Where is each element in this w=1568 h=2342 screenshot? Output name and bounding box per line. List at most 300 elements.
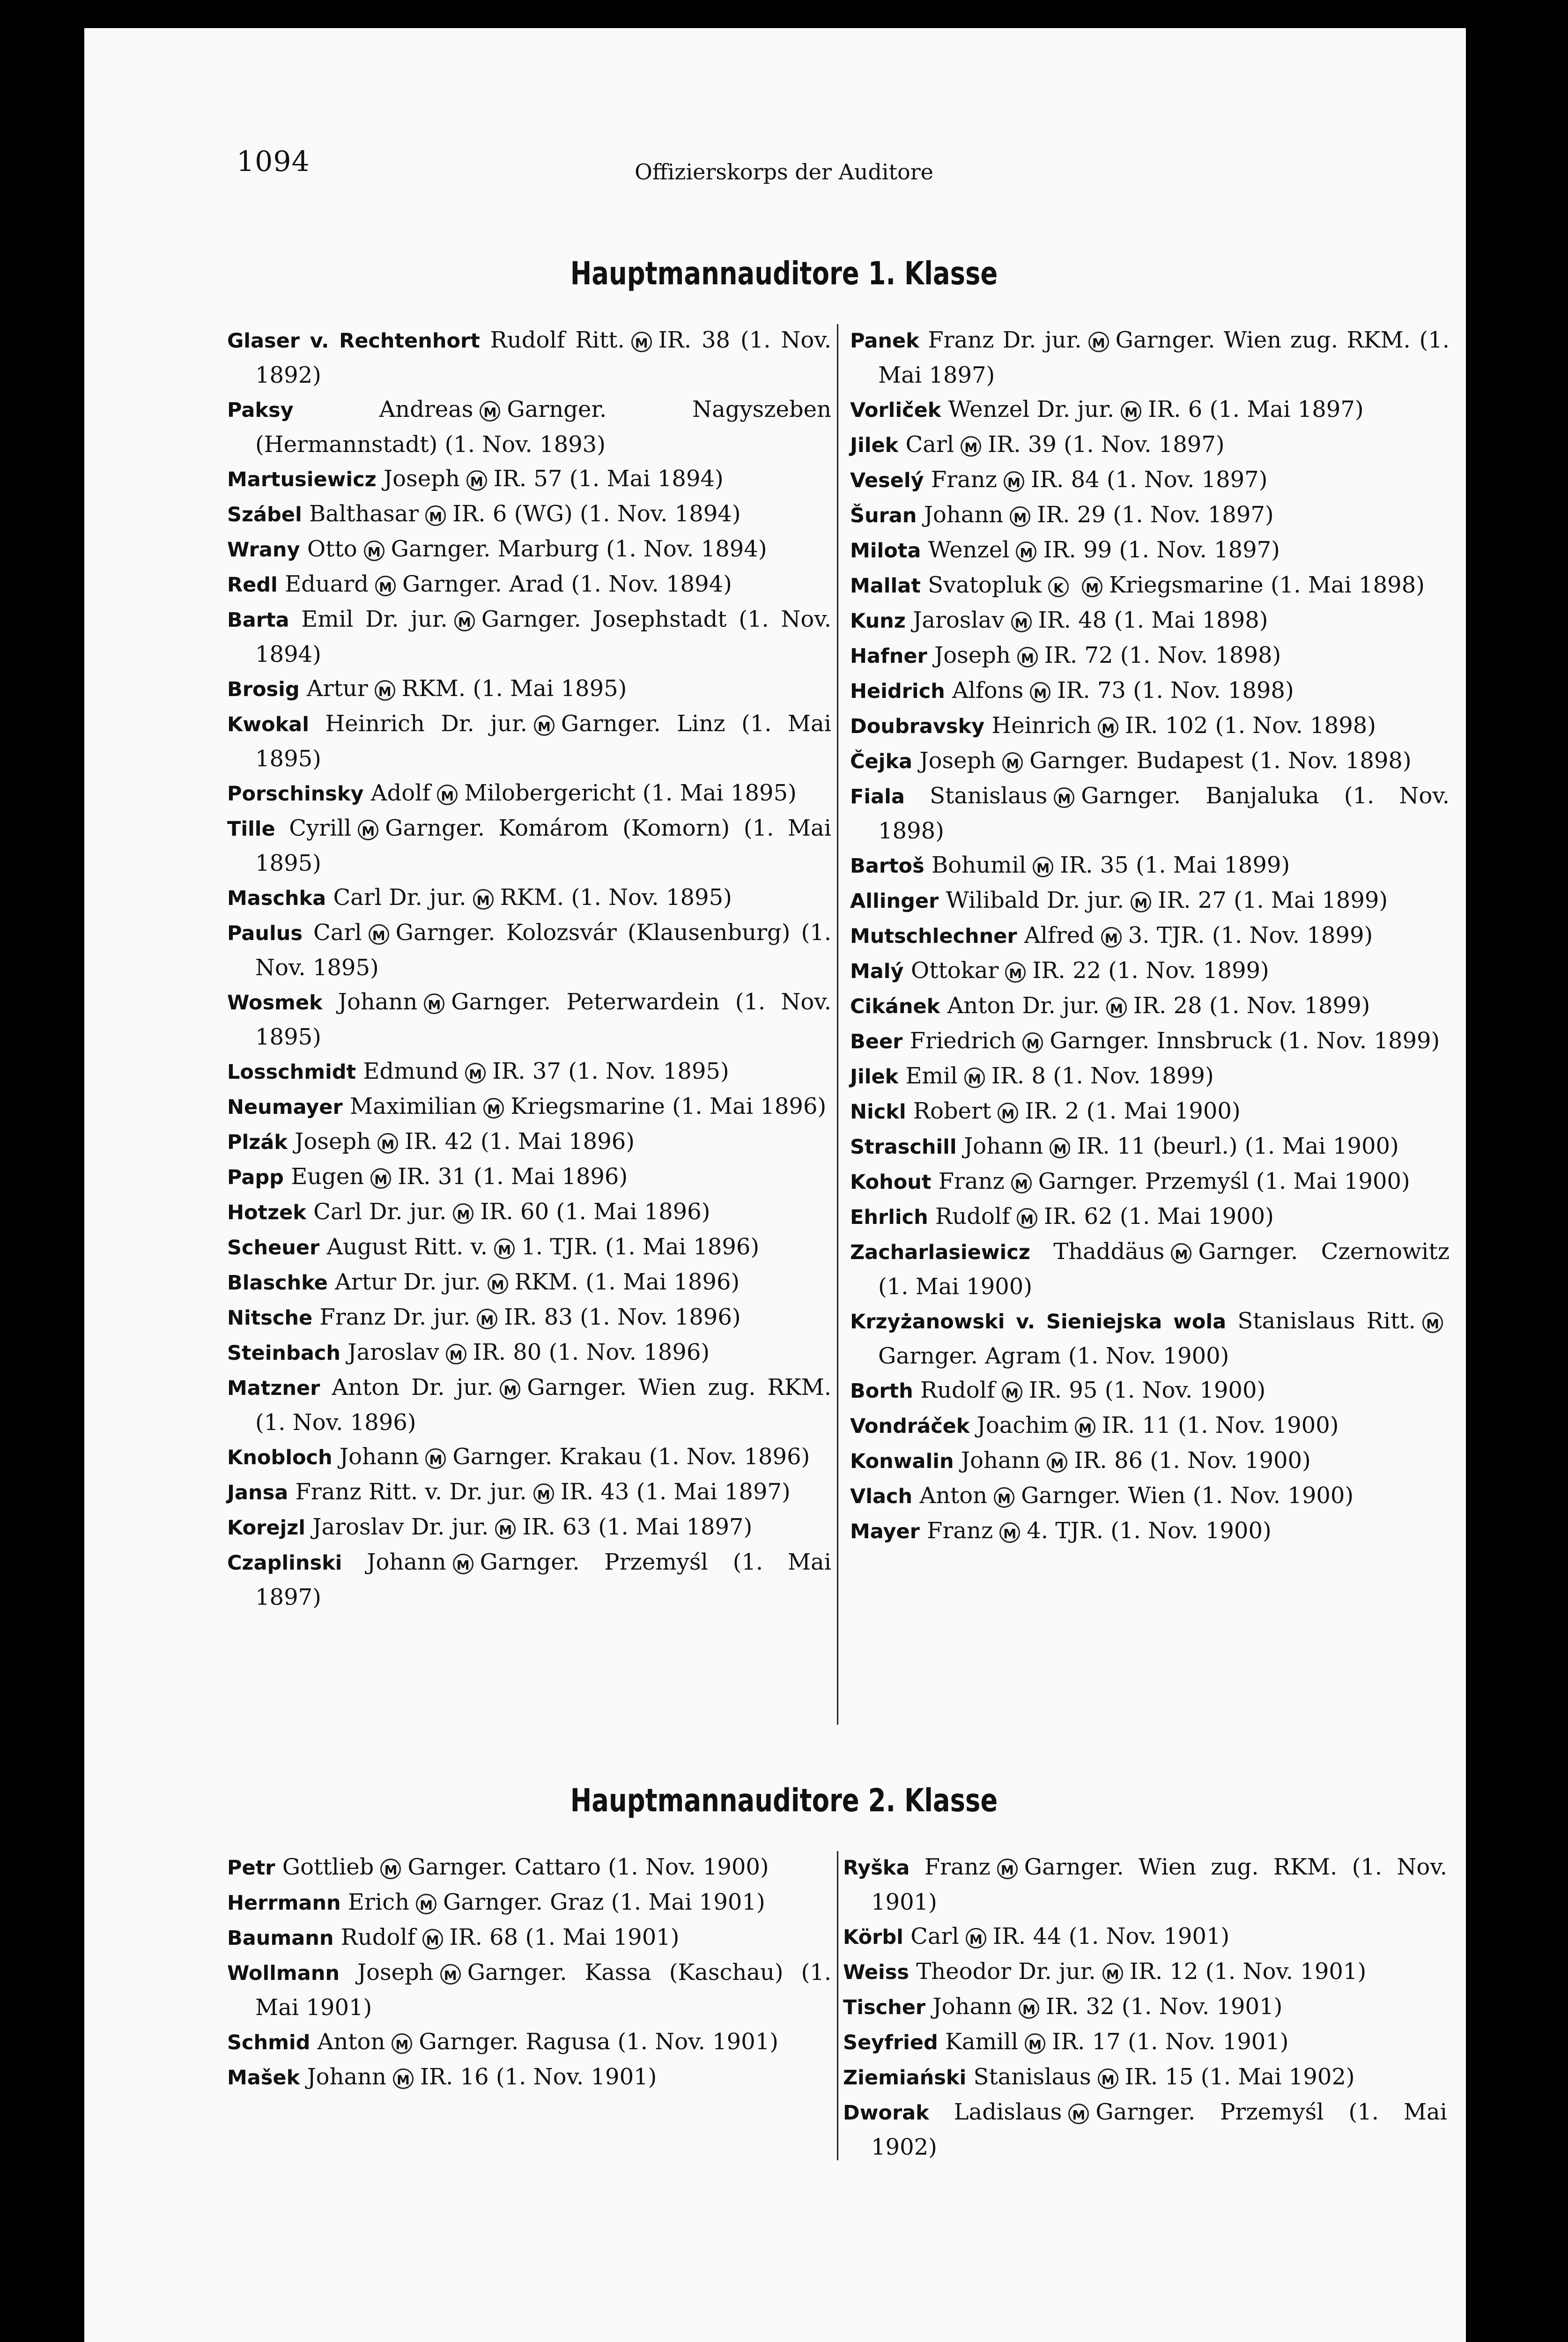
officer-given-name: Edmund [363, 1058, 459, 1084]
decoration-badge-icon: M [1016, 541, 1036, 562]
officer-surname: Kunz [850, 609, 906, 633]
officer-surname: Herrmann [227, 1891, 341, 1915]
assignment-and-date: Garnger. Banjaluka (1. Nov. 1898) [878, 783, 1450, 844]
roster-entry [227, 1335, 831, 1371]
officer-given-name: Eugen [291, 1164, 364, 1190]
officer-surname: Czaplinski [227, 1551, 342, 1575]
officer-given-name: Balthasar [309, 501, 419, 527]
decoration-badge-icon: M [377, 1133, 398, 1154]
decoration-badge-icon: M [393, 2068, 414, 2089]
officer-given-name: Eduard [285, 571, 369, 597]
roster-entry [850, 533, 1450, 568]
roster-entry [227, 2025, 831, 2060]
officer-surname: Glaser v. Rechtenhort [227, 329, 480, 353]
roster-entry [227, 1195, 831, 1230]
assignment-and-date: IR. 39 (1. Nov. 1897) [988, 431, 1225, 458]
roster-entry [850, 1514, 1450, 1549]
assignment-and-date: 3. TJR. (1. Nov. 1899) [1128, 922, 1373, 949]
officer-surname: Veselý [850, 469, 924, 492]
officer-given-name: Carl Dr. jur. [313, 1199, 447, 1225]
roster-entry [850, 989, 1450, 1024]
decoration-badge-icon: M [533, 1483, 554, 1504]
decoration-badge-icon: M [425, 505, 446, 526]
officer-surname: Kohout [850, 1171, 932, 1194]
officer-given-name: Joachim [976, 1412, 1069, 1438]
assignment-and-date: Garnger. Przemyśl (1. Mai 1902) [871, 2099, 1447, 2160]
decoration-badge-icon: M [1098, 2068, 1118, 2089]
decoration-badge-icon: M [961, 436, 981, 457]
roster-entry [850, 498, 1450, 533]
assignment-and-date: IR. 62 (1. Mai 1900) [1043, 1203, 1274, 1230]
roster-entry [850, 393, 1450, 428]
roster-entry [850, 603, 1450, 638]
officer-given-name: Joseph [934, 642, 1011, 668]
roster-entry [843, 2025, 1447, 2060]
decoration-badge-icon: M [364, 541, 385, 561]
roster-entry [850, 428, 1450, 463]
officer-surname: Blaschke [227, 1271, 328, 1295]
decoration-badge-icon: M [454, 611, 475, 631]
roster-entry [843, 1850, 1447, 1920]
roster-entry [850, 848, 1450, 883]
assignment-and-date: Garnger. Krakau (1. Nov. 1896) [452, 1444, 810, 1470]
officer-given-name: Franz Dr. jur. [928, 327, 1082, 353]
assignment-and-date: RKM. (1. Nov. 1895) [500, 884, 732, 911]
roster-entry [227, 602, 831, 672]
decoration-badge-icon: K [1048, 577, 1069, 597]
assignment-and-date: IR. 42 (1. Mai 1896) [405, 1128, 635, 1155]
assignment-and-date: IR. 44 (1. Nov. 1901) [992, 1923, 1230, 1949]
section-title-2: Hauptmannauditore 2. Klasse [570, 1782, 998, 1819]
officer-given-name: Jaroslav Dr. jur. [312, 1514, 489, 1540]
assignment-and-date: Garnger. Wien (1. Nov. 1900) [1021, 1482, 1354, 1509]
assignment-and-date: Garnger. Wien zug. RKM. (1. Nov. 1901) [871, 1854, 1447, 1915]
officer-given-name: Franz [938, 1168, 1005, 1194]
officer-given-name: Franz [927, 1518, 993, 1544]
officer-surname: Nickl [850, 1100, 906, 1124]
roster-entry [843, 1955, 1447, 1990]
decoration-badge-icon: M [1030, 682, 1050, 703]
officer-surname: Jilek [850, 434, 899, 457]
officer-given-name: Jaroslav [913, 607, 1005, 633]
officer-given-name: Johann [338, 989, 418, 1015]
officer-given-name: Joseph [295, 1128, 371, 1155]
officer-given-name: Johann [932, 1994, 1012, 2020]
officer-given-name: Anton Dr. jur. [332, 1374, 494, 1401]
assignment-and-date: IR. 6 (1. Mai 1897) [1148, 396, 1364, 422]
officer-given-name: Rudolf [340, 1924, 416, 1950]
decoration-badge-icon: M [1002, 752, 1023, 773]
decoration-badge-icon: M [1082, 577, 1102, 597]
assignment-and-date: Garnger. Komárom (Komorn) (1. Mai 1895) [255, 815, 831, 876]
roster-entry [850, 1059, 1450, 1094]
officer-given-name: Bohumil [931, 852, 1027, 878]
officer-surname: Matzner [227, 1377, 320, 1400]
officer-surname: Allinger [850, 889, 939, 913]
roster-entry [850, 1164, 1450, 1200]
decoration-badge-icon: M [1422, 1312, 1443, 1333]
assignment-and-date: Garnger. Przemyśl (1. Mai 1897) [255, 1549, 831, 1610]
officer-surname: Plzák [227, 1131, 288, 1154]
officer-given-name: Wenzel Dr. jur. [948, 396, 1115, 422]
decoration-badge-icon: M [1054, 787, 1074, 808]
decoration-badge-icon: M [453, 1554, 473, 1574]
officer-surname: Ryška [843, 1856, 910, 1880]
decoration-badge-icon: M [1010, 506, 1030, 527]
roster-entry [227, 1089, 831, 1125]
officer-surname: Mayer [850, 1520, 920, 1543]
roster-entry [227, 776, 831, 811]
officer-given-name: Robert [913, 1098, 991, 1124]
officer-given-name: Friedrich [910, 1028, 1016, 1054]
roster-entry [227, 1440, 831, 1475]
assignment-and-date: IR. 43 (1. Mai 1897) [560, 1479, 791, 1505]
decoration-badge-icon: M [1017, 1208, 1037, 1229]
assignment-and-date: Garnger. Wien zug. RKM. (1. Mai 1897) [878, 327, 1450, 388]
decoration-badge-icon: M [494, 1238, 515, 1259]
assignment-and-date: Garnger. Kassa (Kaschau) (1. Mai 1901) [255, 1959, 831, 2021]
officer-given-name: Joseph [357, 1959, 434, 1986]
officer-given-name: Adolf [370, 780, 431, 806]
assignment-and-date: IR. 12 (1. Nov. 1901) [1129, 1958, 1367, 1985]
officer-given-name: Artur [306, 675, 368, 702]
assignment-and-date: Garnger. Wien zug. RKM. (1. Nov. 1896) [255, 1374, 831, 1436]
roster-entry [227, 1510, 831, 1545]
officer-surname: Zacharlasiewicz [850, 1241, 1030, 1264]
officer-surname: Čejka [850, 750, 913, 773]
officer-given-name: Joseph [919, 748, 996, 774]
decoration-badge-icon: M [473, 889, 494, 910]
roster-entry [850, 638, 1450, 674]
decoration-badge-icon: M [500, 1379, 520, 1400]
decoration-badge-icon: M [1121, 401, 1141, 422]
officer-given-name: Stanislaus Ritt. [1237, 1308, 1416, 1334]
decoration-badge-icon: M [392, 2033, 412, 2054]
decoration-badge-icon: M [1106, 997, 1127, 1018]
roster-entry [227, 393, 831, 462]
roster-entry [850, 779, 1450, 848]
decoration-badge-icon: M [483, 1098, 504, 1119]
officer-surname: Malý [850, 960, 904, 983]
officer-given-name: Franz Ritt. v. Dr. jur. [295, 1479, 527, 1505]
officer-surname: Jilek [850, 1065, 899, 1089]
section-1-left-column [227, 323, 831, 1615]
officer-surname: Korejzl [227, 1516, 305, 1540]
decoration-badge-icon: M [369, 924, 389, 945]
assignment-and-date: Garnger. Peterwardein (1. Nov. 1895) [255, 989, 831, 1050]
assignment-and-date: IR. 102 (1. Nov. 1898) [1125, 712, 1376, 739]
assignment-and-date: Garnger. Arad (1. Nov. 1894) [402, 571, 732, 597]
assignment-and-date: Garnger. Agram (1. Nov. 1900) [878, 1343, 1229, 1369]
assignment-and-date: Kriegsmarine (1. Mai 1896) [510, 1093, 827, 1119]
assignment-and-date: Garnger. Czernowitz (1. Mai 1900) [878, 1238, 1450, 1300]
officer-given-name: Jaroslav [348, 1339, 439, 1365]
assignment-and-date: 1. TJR. (1. Mai 1896) [521, 1234, 760, 1260]
roster-entry [850, 1479, 1450, 1514]
decoration-badge-icon: M [466, 470, 487, 491]
decoration-badge-icon: M [1025, 2033, 1045, 2054]
officer-surname: Barta [227, 608, 289, 632]
assignment-and-date: IR. 28 (1. Nov. 1899) [1133, 993, 1370, 1019]
assignment-and-date: IR. 2 (1. Mai 1900) [1025, 1098, 1241, 1124]
decoration-badge-icon: M [1101, 927, 1122, 948]
officer-given-name: Erich [348, 1889, 410, 1915]
officer-surname: Szábel [227, 503, 302, 526]
assignment-and-date: IR. 73 (1. Nov. 1898) [1057, 677, 1294, 704]
decoration-badge-icon: M [1075, 1417, 1095, 1438]
officer-given-name: Ottokar [910, 957, 999, 984]
officer-given-name: Otto [307, 536, 357, 562]
decoration-badge-icon: M [997, 1859, 1018, 1879]
officer-given-name: Stanislaus [973, 2064, 1091, 2090]
roster-entry [227, 497, 831, 532]
officer-given-name: Franz Dr. jur. [319, 1304, 471, 1330]
roster-entry [227, 323, 831, 393]
assignment-and-date: IR. 38 (1. Nov. 1892) [255, 327, 831, 388]
assignment-and-date: RKM. (1. Mai 1896) [514, 1269, 740, 1295]
officer-given-name: Franz [924, 1854, 991, 1880]
assignment-and-date: IR. 84 (1. Nov. 1897) [1030, 467, 1268, 493]
assignment-and-date: Garnger. Graz (1. Mai 1901) [443, 1889, 765, 1915]
officer-surname: Vlach [850, 1485, 913, 1508]
officer-surname: Tille [227, 817, 275, 841]
roster-entry [227, 532, 831, 567]
assignment-and-date: Garnger. Josephstadt (1. Nov. 1894) [255, 606, 831, 667]
roster-entry [227, 1885, 831, 1920]
officer-given-name: Rudolf [920, 1377, 995, 1403]
assignment-and-date: IR. 68 (1. Mai 1901) [449, 1924, 680, 1950]
roster-entry [227, 1545, 831, 1615]
decoration-badge-icon: M [994, 1487, 1014, 1508]
roster-entry [227, 1160, 831, 1195]
decoration-badge-icon: M [370, 1168, 391, 1189]
assignment-and-date: IR. 83 (1. Nov. 1896) [504, 1304, 741, 1330]
officer-given-name: Gottlieb [282, 1854, 374, 1880]
decoration-badge-icon: M [453, 1203, 473, 1224]
decoration-badge-icon: M [1050, 1138, 1070, 1158]
assignment-and-date: Garnger. Marburg (1. Nov. 1894) [391, 536, 767, 562]
officer-given-name: Svatopluk [928, 572, 1042, 598]
officer-surname: Straschill [850, 1135, 957, 1159]
officer-surname: Cikánek [850, 995, 940, 1018]
decoration-badge-icon: M [631, 332, 652, 352]
assignment-and-date: RKM. (1. Mai 1895) [401, 675, 627, 702]
roster-entry [227, 985, 831, 1054]
officer-surname: Baumann [227, 1927, 334, 1950]
roster-entry [850, 463, 1450, 498]
roster-entry [227, 1230, 831, 1265]
officer-given-name: Wilibald Dr. jur. [946, 887, 1124, 913]
officer-given-name: Anton Dr. jur. [947, 993, 1100, 1019]
assignment-and-date: IR. 35 (1. Mai 1899) [1060, 852, 1290, 878]
assignment-and-date: Garnger. Nagyszeben (Hermannstadt) (1. Nov. 1893) [255, 396, 831, 458]
decoration-badge-icon: M [1047, 1452, 1067, 1473]
decoration-badge-icon: M [446, 1344, 466, 1364]
officer-given-name: Emil Dr. jur. [301, 606, 448, 632]
column-divider-1 [837, 324, 838, 1725]
roster-entry [227, 1054, 831, 1089]
officer-surname: Hafner [850, 645, 927, 668]
roster-entry [227, 707, 831, 776]
roster-entry [850, 1235, 1450, 1304]
roster-entry [850, 1373, 1450, 1408]
assignment-and-date: Milobergericht (1. Mai 1895) [464, 780, 797, 806]
decoration-badge-icon: M [1004, 471, 1024, 492]
roster-entry [850, 954, 1450, 989]
section-2-left-column [227, 1850, 831, 2095]
assignment-and-date: IR. 80 (1. Nov. 1896) [473, 1339, 710, 1365]
officer-given-name: Wenzel [928, 537, 1010, 563]
roster-entry [227, 1125, 831, 1160]
officer-surname: Paksy [227, 399, 294, 422]
officer-given-name: Kamill [945, 2029, 1019, 2055]
officer-surname: Ehrlich [850, 1206, 928, 1229]
officer-surname: Brosig [227, 678, 300, 701]
decoration-badge-icon: M [1102, 1963, 1123, 1984]
roster-entry [227, 2060, 831, 2095]
decoration-badge-icon: M [1098, 717, 1118, 738]
roster-entry [850, 323, 1450, 393]
decoration-badge-icon: M [1131, 892, 1151, 912]
assignment-and-date: IR. 15 (1. Mai 1902) [1124, 2064, 1355, 2090]
assignment-and-date: IR. 63 (1. Mai 1897) [522, 1514, 753, 1540]
roster-entry [843, 1990, 1447, 2025]
officer-surname: Beer [850, 1030, 903, 1053]
section-1-right-column [850, 323, 1450, 1549]
decoration-badge-icon: M [380, 1859, 401, 1879]
assignment-and-date: IR. 99 (1. Nov. 1897) [1043, 537, 1280, 563]
roster-entry [850, 1200, 1450, 1235]
roster-entry [850, 1304, 1450, 1373]
decoration-badge-icon: M [375, 576, 396, 596]
officer-given-name: Alfons [952, 677, 1024, 704]
assignment-and-date: IR. 48 (1. Mai 1898) [1038, 607, 1268, 633]
officer-surname: Wrany [227, 538, 300, 562]
officer-given-name: Andreas [379, 396, 473, 422]
officer-surname: Körbl [843, 1926, 903, 1949]
officer-given-name: Anton [317, 2029, 385, 2055]
section-2-right-column [843, 1850, 1447, 2164]
decoration-badge-icon: M [477, 1309, 497, 1329]
decoration-badge-icon: M [999, 1522, 1020, 1543]
decoration-badge-icon: M [1005, 962, 1026, 983]
decoration-badge-icon: M [424, 993, 444, 1014]
roster-entry [850, 1024, 1450, 1059]
assignment-and-date: IR. 8 (1. Nov. 1899) [991, 1063, 1214, 1089]
officer-given-name: Rudolf Ritt. [490, 327, 625, 353]
officer-surname: Šuran [850, 504, 917, 527]
officer-surname: Papp [227, 1166, 284, 1189]
decoration-badge-icon: M [534, 715, 555, 736]
roster-entry [850, 1129, 1450, 1164]
decoration-badge-icon: M [1022, 1032, 1043, 1053]
decoration-badge-icon: M [1088, 332, 1109, 352]
officer-surname: Nitsche [227, 1306, 313, 1330]
roster-entry [227, 567, 831, 602]
officer-given-name: Rudolf [935, 1203, 1010, 1230]
assignment-and-date: IR. 57 (1. Mai 1894) [493, 466, 724, 492]
officer-given-name: Ladislaus [954, 2099, 1062, 2125]
officer-given-name: August Ritt. v. [326, 1234, 488, 1260]
assignment-and-date: Garnger. Przemyśl (1. Mai 1900) [1038, 1168, 1410, 1194]
decoration-badge-icon: M [440, 1964, 461, 1985]
officer-surname: Heidrich [850, 680, 945, 703]
officer-surname: Ziemiański [843, 2066, 967, 2090]
officer-surname: Borth [850, 1379, 913, 1403]
roster-entry [850, 1408, 1450, 1444]
assignment-and-date: IR. 11 (beurl.) (1. Mai 1900) [1077, 1133, 1399, 1159]
decoration-badge-icon: M [1033, 857, 1053, 877]
officer-given-name: Heinrich Dr. jur. [325, 711, 527, 737]
officer-surname: Weiss [843, 1961, 909, 1984]
officer-surname: Mutschlechner [850, 925, 1017, 948]
officer-surname: Neumayer [227, 1096, 343, 1119]
roster-entry [850, 1094, 1450, 1129]
roster-entry [227, 1850, 831, 1885]
assignment-and-date: IR. 22 (1. Nov. 1899) [1032, 957, 1269, 984]
roster-entry [227, 462, 831, 497]
officer-surname: Maschka [227, 887, 326, 910]
assignment-and-date: IR. 17 (1. Nov. 1901) [1052, 2029, 1289, 2055]
officer-given-name: Carl [313, 919, 362, 946]
decoration-badge-icon: M [998, 1103, 1018, 1123]
officer-surname: Doubravsky [850, 715, 985, 738]
roster-entry [843, 2060, 1447, 2095]
roster-entry [227, 1475, 831, 1510]
officer-given-name: Alfred [1024, 922, 1095, 949]
officer-given-name: Maximilian [349, 1093, 477, 1119]
officer-given-name: Artur Dr. jur. [335, 1269, 481, 1295]
decoration-badge-icon: M [425, 1448, 446, 1469]
officer-surname: Porschinsky [227, 782, 364, 806]
officer-given-name: Stanislaus [930, 783, 1048, 809]
column-divider-2 [837, 1851, 838, 2160]
roster-entry [850, 744, 1450, 779]
decoration-badge-icon: M [495, 1519, 516, 1539]
roster-entry [843, 1920, 1447, 1955]
decoration-badge-icon: M [1171, 1243, 1191, 1264]
assignment-and-date: Garnger. Cattaro (1. Nov. 1900) [407, 1854, 769, 1880]
decoration-badge-icon: M [437, 785, 458, 805]
officer-surname: Konwalin [850, 1450, 954, 1473]
officer-surname: Seyfried [843, 2031, 938, 2054]
decoration-badge-icon: M [422, 1929, 443, 1949]
officer-surname: Paulus [227, 922, 303, 945]
assignment-and-date: IR. 72 (1. Nov. 1898) [1044, 642, 1281, 668]
officer-surname: Losschmidt [227, 1060, 356, 1084]
assignment-and-date: IR. 27 (1. Mai 1899) [1158, 887, 1388, 913]
assignment-and-date: IR. 95 (1. Nov. 1900) [1028, 1377, 1266, 1403]
assignment-and-date: IR. 29 (1. Nov. 1897) [1037, 502, 1274, 528]
roster-entry [850, 883, 1450, 919]
decoration-badge-icon: M [480, 401, 500, 422]
officer-given-name: Heinrich [991, 712, 1091, 739]
officer-surname: Redl [227, 573, 278, 597]
roster-entry [227, 1300, 831, 1335]
roster-entry [850, 674, 1450, 709]
decoration-badge-icon: M [964, 1067, 985, 1088]
officer-surname: Tischer [843, 1996, 926, 2019]
officer-surname: Milota [850, 539, 921, 563]
decoration-badge-icon: M [1011, 612, 1032, 632]
assignment-and-date: IR. 37 (1. Nov. 1895) [492, 1058, 729, 1084]
decoration-badge-icon: M [1017, 647, 1038, 667]
assignment-and-date: 4. TJR. (1. Nov. 1900) [1027, 1518, 1272, 1544]
decoration-badge-icon: M [966, 1928, 986, 1949]
decoration-badge-icon: M [416, 1894, 436, 1914]
assignment-and-date: IR. 86 (1. Nov. 1900) [1074, 1447, 1311, 1474]
assignment-and-date: Garnger. Innsbruck (1. Nov. 1899) [1050, 1028, 1440, 1054]
